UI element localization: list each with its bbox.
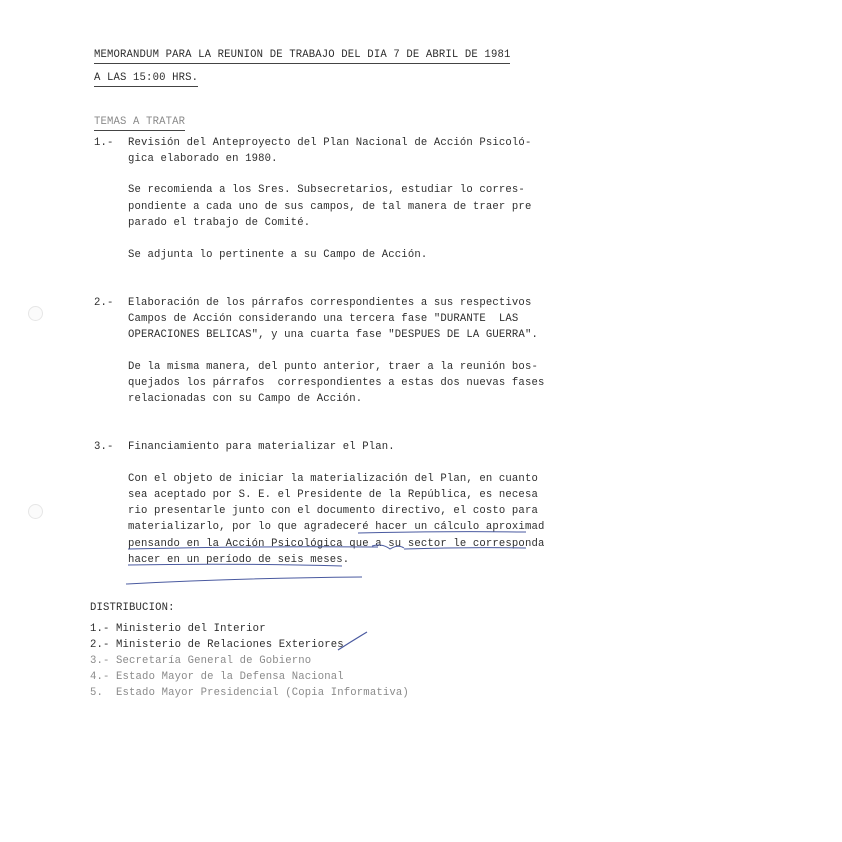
item-3-paragraph-line: pensando en la Acción Psicológica que a su sector le corresponda — [128, 538, 545, 550]
item-3-line: Financiamiento para materializar el Plan. — [128, 441, 395, 453]
item-3-paragraph-line: sea aceptado por S. E. el Presidente de la República, es necesa — [128, 489, 538, 501]
item-2-paragraph-line: quejados los párrafos correspondientes a estas dos nuevas fases — [128, 377, 545, 389]
handwritten-long-stroke — [126, 577, 362, 584]
item-number-2: 2.- — [94, 297, 114, 309]
handwritten-underline-corresponda — [404, 548, 526, 549]
item-2-line: Elaboración de los párrafos correspondientes a sus respectivos — [128, 297, 532, 309]
distribution-entry: 4.- Estado Mayor de la Defensa Nacional — [90, 671, 344, 683]
distribution-entry: 2.- Ministerio de Relaciones Exteriores — [90, 639, 344, 651]
distribution-entry: 1.- Ministerio del Interior — [90, 623, 266, 635]
item-1-line: gica elaborado en 1980. — [128, 153, 278, 165]
item-2-line: Campos de Acción considerando una tercera fase "DURANTE LAS — [128, 313, 519, 325]
item-1-paragraph-line: parado el trabajo de Comité. — [128, 217, 311, 229]
item-3-paragraph-line: materializarlo, por lo que agradeceré hacer un cálculo aproximad — [128, 521, 545, 533]
item-3-paragraph-line: hacer en un período de seis meses. — [128, 554, 350, 566]
item-2-line: OPERACIONES BELICAS", y una cuarta fase "DESPUES DE LA GUERRA". — [128, 329, 538, 341]
distribution-heading: DISTRIBUCION: — [90, 602, 175, 614]
distribution-entry: 5. Estado Mayor Presidencial (Copia Informativa) — [90, 687, 409, 699]
item-1-paragraph-line: Se recomienda a los Sres. Subsecretarios, estudiar lo corres- — [128, 184, 525, 196]
item-number-1: 1.- — [94, 137, 114, 149]
item-2-paragraph-line: De la misma manera, del punto anterior, traer a la reunión bos- — [128, 361, 538, 373]
item-1-line: Revisión del Anteproyecto del Plan Nacional de Acción Psicoló- — [128, 137, 532, 149]
item-number-3: 3.- — [94, 441, 114, 453]
handwritten-underline-hacer — [128, 564, 342, 566]
memo-title: MEMORANDUM PARA LA REUNION DE TRABAJO DEL DIA 7 DE ABRIL DE 1981 — [94, 49, 510, 64]
item-1-paragraph-line: Se adjunta lo pertinente a su Campo de Acción. — [128, 249, 428, 261]
item-3-paragraph-line: rio presentarle junto con el documento directivo, el costo para — [128, 505, 538, 517]
topics-heading: TEMAS A TRATAR — [94, 116, 185, 131]
handwritten-underline-pensando — [128, 547, 378, 549]
handwritten-check-mark — [338, 632, 367, 650]
item-3-paragraph-line: Con el objeto de iniciar la materialización del Plan, en cuanto — [128, 473, 538, 485]
distribution-entry: 3.- Secretaría General de Gobierno — [90, 655, 312, 667]
item-2-paragraph-line: relacionadas con su Campo de Acción. — [128, 393, 363, 405]
memo-time: A LAS 15:00 HRS. — [94, 72, 198, 87]
handwritten-underline-calculo — [358, 532, 526, 533]
item-1-paragraph-line: pondiente a cada uno de sus campos, de tal manera de traer pre — [128, 201, 532, 213]
